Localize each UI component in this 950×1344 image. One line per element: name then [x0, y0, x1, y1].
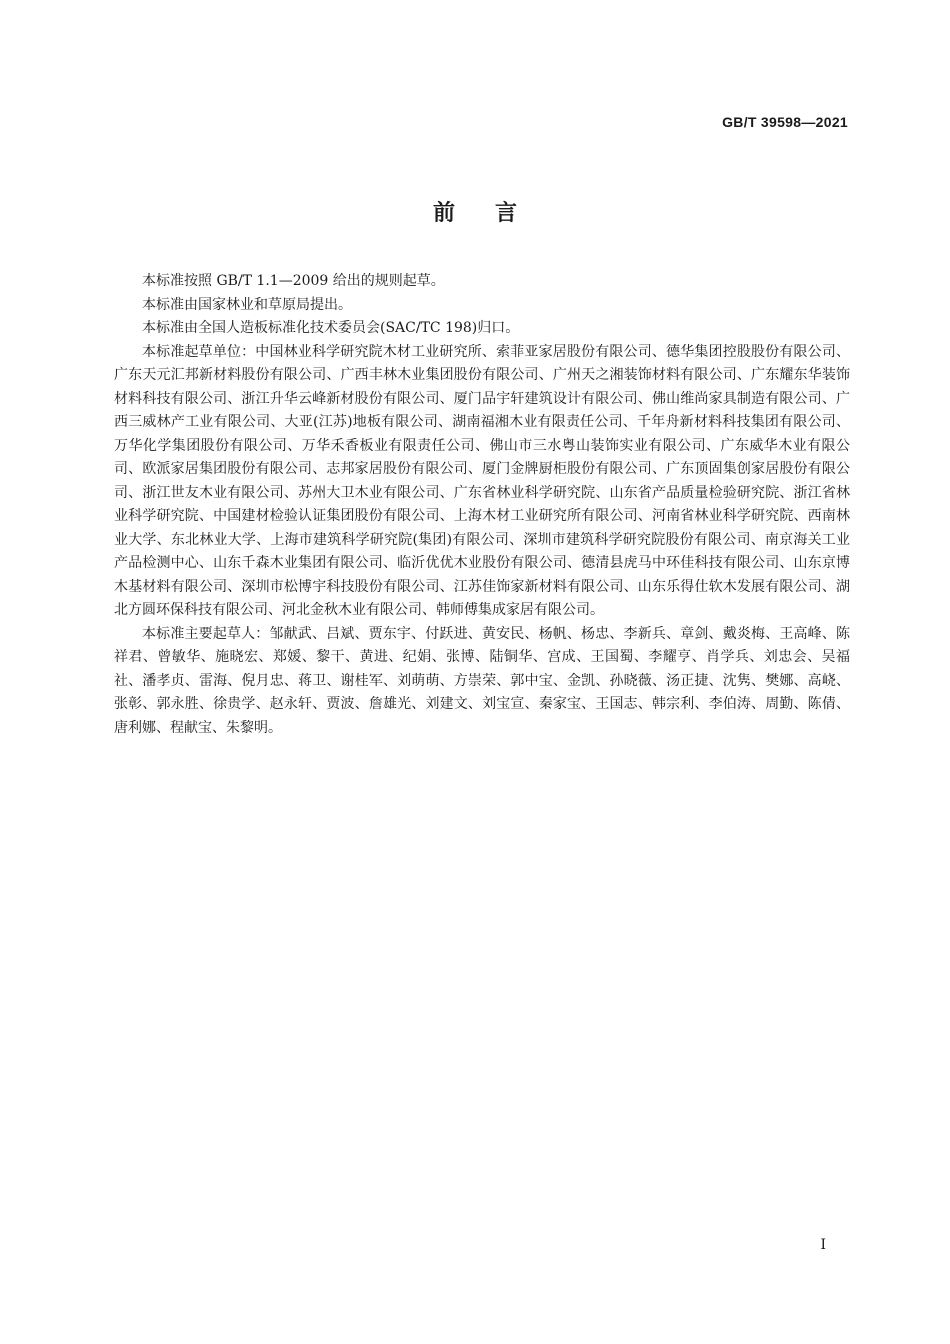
foreword-body [114, 270, 850, 740]
paragraph-proposer: 本标准由国家林业和草原局提出。 [142, 296, 352, 313]
page-number: I [820, 1237, 826, 1253]
paragraph-drafting-rules: 本标准按照 GB/T 1.1—2009 给出的规则起草。 [142, 273, 445, 289]
paragraph-centralized-by: 本标准由全国人造板标准化技术委员会(SAC/TC 198)归口。 [142, 320, 520, 336]
paragraph-main-drafters: 本标准主要起草人：邹献武、吕斌、贾东宇、付跃进、黄安民、杨帆、杨忠、李新兵、章剑、戴炎梅、王高峰、陈祥君、曾敏华、施晓宏、郑媛、黎干、黄进、纪娟、张博、陆铜华、宫成、王国蜀、李耀亨、肖学兵、刘忠会、吴福社、潘孝贞、雷海、倪月忠、蒋卫、谢桂军、刘萌萌、方崇荣、郭中宝、金凯、孙晓薇、汤正捷、沈隽、樊娜、高峣、张彰、郭永胜、徐贵学、赵永轩、贾波、詹雄光、刘建文、刘宝宣、秦家宝、王国志、韩宗利、李伯涛、周勤、陈倩、唐利娜、程献宝、朱黎明。 [114, 625, 850, 736]
standard-number: GB/T 39598—2021 [722, 114, 848, 130]
paragraph-drafting-units: 本标准起草单位：中国林业科学研究院木材工业研究所、索菲亚家居股份有限公司、德华集团控股股份有限公司、广东天元汇邦新材料股份有限公司、广西丰林木业集团股份有限公司、广州天之湘装饰材料有限公司、广东耀东华装饰材料科技有限公司、浙江升华云峰新材股份有限公司、厦门品宇轩建筑设计有限公司、佛山维尚家具制造有限公司、广西三威林产工业有限公司、大亚(江苏)地板有限公司、湖南福湘木业有限责任公司、千年舟新材料科技集团有限公司、万华化学集团股份有限公司、万华禾香板业有限责任公司、佛山市三水粤山装饰实业有限公司、广东威华木业有限公司、欧派家居集团股份有限公司、志邦家居股份有限公司、厦门金牌厨柜股份有限公司、广东顶固集创家居股份有限公司、浙江世友木业有限公司、苏州大卫木业有限公司、广东省林业科学研究院、山东省产品质量检验研究院、浙江省林业科学研究院、中国建材检验认证集团股份有限公司、上海木材工业研究所有限公司、河南省林业科学研究院、西南林业大学、东北林业大学、上海市建筑科学研究院(集团)有限公司、深圳市建筑科学研究院股份有限公司、南京海关工业产品检测中心、山东千森木业集团有限公司、临沂优优木业股份有限公司、德清县虎马中环佳科技有限公司、山东京博木基材料有限公司、深圳市松博宇科技股份有限公司、江苏佳饰家新材料有限公司、山东乐得仕软木发展有限公司、湖北方圆环保科技有限公司、河北金秋木业有限公司、韩师傅集成家居有限公司。 [114, 343, 850, 618]
page-title: 前言 [432, 201, 557, 226]
